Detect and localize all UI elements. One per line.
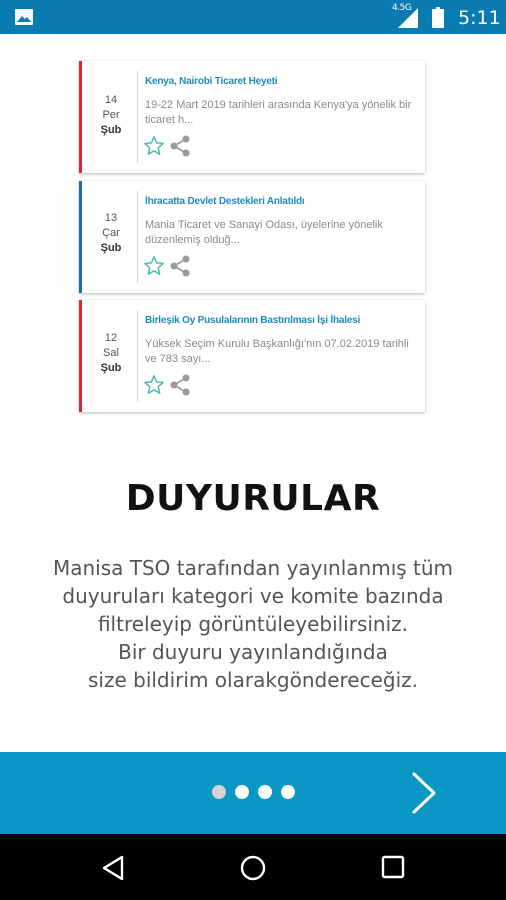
card-date bbox=[83, 331, 139, 376]
announcement-card[interactable] bbox=[79, 300, 425, 412]
feature-description bbox=[0, 554, 506, 694]
share-icon[interactable] bbox=[169, 134, 191, 158]
description-line: size bildirim olarakgöndereceğiz. bbox=[87, 668, 419, 692]
signal-icon bbox=[398, 8, 418, 28]
recent-apps-icon[interactable] bbox=[380, 854, 406, 880]
card-weekday: Sal bbox=[103, 347, 119, 359]
share-icon[interactable] bbox=[169, 254, 191, 278]
card-divider bbox=[137, 71, 138, 163]
card-divider bbox=[137, 191, 138, 283]
image-icon bbox=[14, 8, 34, 26]
card-accent-bar bbox=[79, 300, 82, 412]
status-time: 5:11 bbox=[458, 7, 501, 29]
next-arrow-icon[interactable] bbox=[406, 770, 440, 816]
card-divider bbox=[137, 310, 138, 402]
announcement-card[interactable] bbox=[79, 61, 425, 173]
description-line: Manisa TSO tarafından yayınlanmış tüm bbox=[52, 556, 454, 580]
onboarding-footer bbox=[0, 752, 506, 834]
star-icon[interactable] bbox=[143, 374, 165, 396]
card-description: Mania Ticaret ve Sanayi Odası, üyelerine yönelik düzenlemiş olduğ... bbox=[145, 219, 383, 246]
page-dot[interactable] bbox=[235, 785, 249, 799]
description-line: Bir duyuru yayınlandığında bbox=[118, 640, 388, 664]
card-title[interactable]: Kenya, Nairobi Ticaret Heyeti bbox=[145, 76, 278, 87]
share-icon[interactable] bbox=[169, 373, 191, 397]
card-title[interactable]: Birleşik Oy Pusulalarının Bastırılması İşi İhalesi bbox=[145, 315, 361, 326]
page-dot[interactable] bbox=[258, 785, 272, 799]
page-dot[interactable] bbox=[281, 785, 295, 799]
page-dot-active[interactable] bbox=[212, 785, 226, 799]
star-icon[interactable] bbox=[143, 255, 165, 277]
card-month: Şub bbox=[100, 242, 122, 254]
card-weekday: Çar bbox=[102, 227, 120, 239]
description-line: filtreleyip görüntüleyebilirsiniz. bbox=[97, 612, 409, 636]
description-line: duyuruları kategori ve komite bazında bbox=[62, 584, 444, 608]
back-icon[interactable] bbox=[100, 854, 128, 882]
card-weekday: Per bbox=[102, 109, 120, 121]
card-day: 12 bbox=[104, 332, 118, 344]
navigation-bar bbox=[0, 834, 506, 900]
announcement-card[interactable] bbox=[79, 181, 425, 293]
status-bar bbox=[0, 0, 506, 34]
card-title[interactable]: İhracatta Devlet Destekleri Anlatıldı bbox=[145, 196, 305, 207]
card-accent-bar bbox=[79, 61, 82, 173]
page-title: DUYURULAR bbox=[125, 478, 381, 519]
card-date bbox=[83, 93, 139, 138]
card-month: Şub bbox=[100, 362, 122, 374]
card-day: 13 bbox=[104, 212, 118, 224]
star-icon[interactable] bbox=[143, 135, 165, 157]
card-accent-bar bbox=[79, 181, 82, 293]
card-date bbox=[83, 211, 139, 256]
page-indicator bbox=[212, 785, 295, 799]
card-month: Şub bbox=[100, 124, 122, 136]
network-type: 4.5G bbox=[392, 3, 412, 13]
battery-icon bbox=[432, 7, 444, 28]
card-day: 14 bbox=[104, 94, 118, 106]
card-description: Yüksek Seçim Kurulu Başkanlığı'nın 07.02.2019 tarihli ve 783 sayı... bbox=[145, 338, 409, 365]
card-description: 19-22 Mart 2019 tarihleri arasında Kenya'ya yönelik bir ticaret h... bbox=[145, 99, 412, 126]
home-icon[interactable] bbox=[239, 854, 267, 882]
